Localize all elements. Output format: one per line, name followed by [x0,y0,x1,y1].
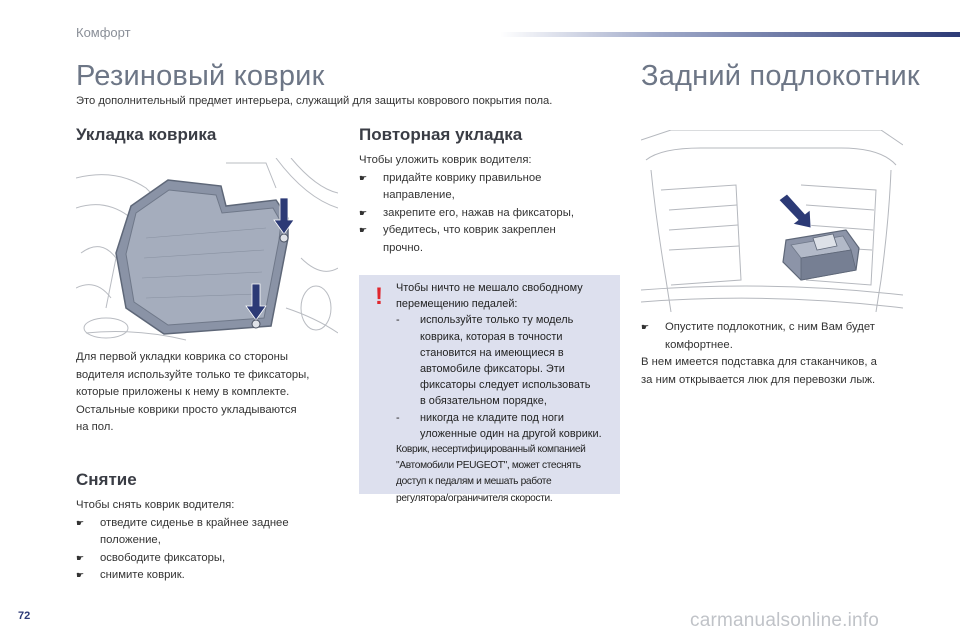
list-item: ☛ закрепите его, нажав на фиксаторы, [359,205,621,223]
floor-mat-illustration [76,158,338,343]
watermark: carmanualsonline.info [690,610,880,631]
fitting-title: Укладка коврика [76,125,217,144]
armrest-title: Задний подлокотник [641,60,920,92]
removal-list: Чтобы снять коврик водителя: ☛ отведите сиденье в крайнее заднее положение, ☛ освободите фиксаторы, ☛ снимите коврик. [76,497,346,585]
list-item: ☛ убедитесь, что коврик закреплен прочно. [359,224,556,254]
arrow-bullet-icon: ☛ [359,225,368,235]
arrow-bullet-icon: ☛ [76,552,85,563]
arrow-bullet-icon: ☛ [359,207,368,218]
mat-title: Резиновый коврик [76,60,325,92]
fitting-text: Для первой укладки коврика со стороны водителя используйте только те фиксаторы, которые приложены к нему в комплекте. Остальные коврики просто укладываются на пол. [76,351,310,433]
list-item: ☛ освободите фиксаторы, [76,550,346,568]
page-number: 72 [18,610,31,622]
mat-intro: Это дополнительный предмет интерьера, служащий для защиты коврового покрытия пола. [76,95,553,107]
header-bar [500,32,960,37]
list-item: ☛ отведите сиденье в крайнее заднее положение, [76,516,289,546]
list-item: ☛ придайте коврику правильное направление, [359,171,542,201]
list-item: - используйте только ту модель коврика, которая в точности становится на имеющиеся в автомобиле фиксаторы. Эти фиксаторы следует использовать в обязательном порядке, [396,314,591,408]
removal-title: Снятие [76,470,137,489]
warning-box [359,275,620,504]
section-label: Комфорт [76,25,131,40]
list-item: - никогда не кладите под ноги уложенные один на другой коврики. [396,411,602,440]
warning-note: Коврик, несертифицированный компанией "Автомобили PEUGEOT", может стеснять доступ к педалям и мешать работе регулятора/ограничителя скорости. [396,444,586,504]
list-item: ☛ снимите коврик. [76,567,346,585]
armrest-text: В нем имеется подставка для стаканчиков, а за ним открывается люк для перевозки лыж. [641,356,877,386]
arrow-bullet-icon: ☛ [76,570,85,580]
arrow-bullet-icon: ☛ [359,172,368,183]
refitting-title: Повторная укладка [359,125,523,144]
list-item: ☛ Опустите подлокотник, с ним Вам будет комфортнее. [641,321,875,351]
rear-armrest-illustration [641,130,903,312]
refitting-list: Чтобы уложить коврик водителя: ☛ придайте коврику правильное направление, ☛ закрепите его, нажав на фиксаторы, ☛ убедитесь, что коврик закреплен прочно. [359,152,621,257]
warning-exclamation-icon: ! [375,283,383,310]
armrest-list [641,319,911,354]
arrow-bullet-icon: ☛ [76,517,85,528]
arrow-bullet-icon: ☛ [641,322,650,332]
warning-text: Чтобы ничто не мешало свободному перемещению педалей: - используйте только ту модель коврика, которая в точности становится на имеющиеся в автомобиле фиксаторы. Эти фиксаторы следует использовать в обязательном порядке, - никогда не кладите под ноги уложенные один на другой коврики. Коврик, несертифицированный компанией "Автомобили PEUGEOT", может стеснять доступ к педалям и мешать работе регулятора/ограничителя скорости. [396,280,614,507]
